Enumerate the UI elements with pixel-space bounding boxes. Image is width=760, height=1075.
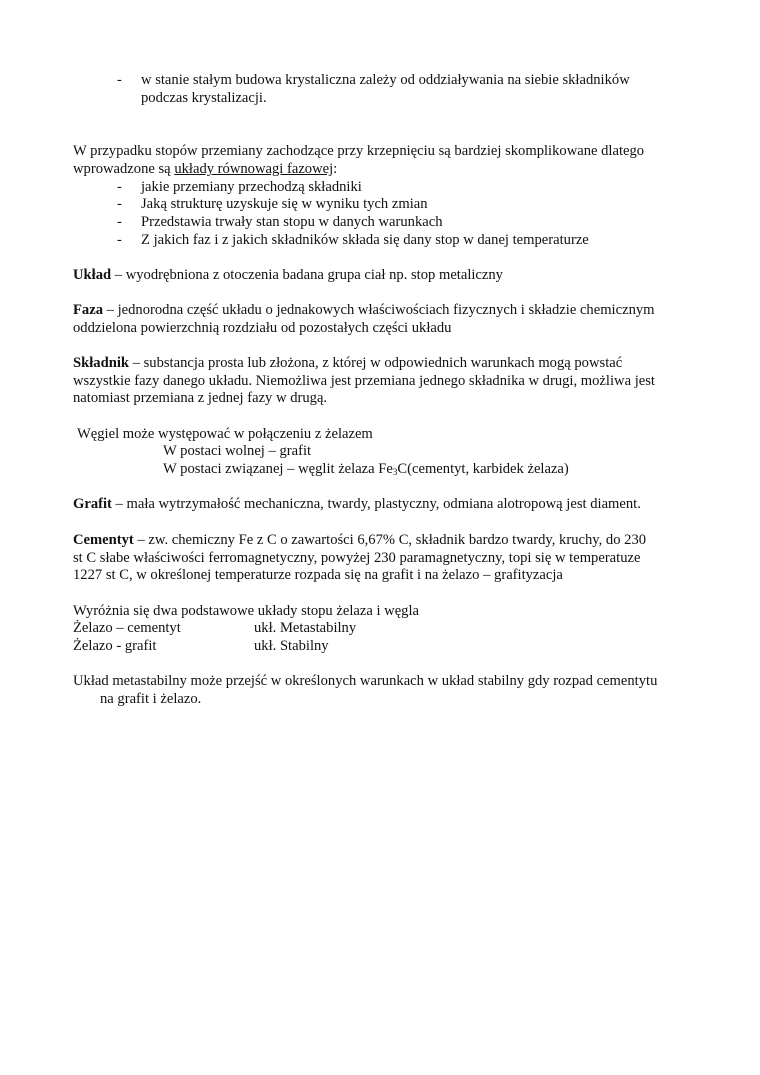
list-dash: - bbox=[117, 72, 122, 88]
list-item: Z jakich faz i z jakich składników składa się dany stop w danej temperaturze bbox=[141, 232, 589, 248]
term-grafit: Grafit bbox=[73, 496, 112, 512]
faza-definition-line-1 bbox=[73, 302, 655, 320]
phase-para-line-2 bbox=[73, 161, 337, 179]
colon: : bbox=[333, 161, 338, 177]
list-item: Jaką strukturę uzyskuje się w wyniku tych zmian bbox=[141, 196, 428, 212]
final-line-2: na grafit i żelazo. bbox=[100, 691, 202, 707]
uklady-row-left: Żelazo – cementyt bbox=[73, 620, 181, 636]
underlined-term: układy równowagi fazowej bbox=[174, 161, 334, 177]
cementyt-definition-line-2: st C słabe właściwości ferromagnetyczny, powyżej 230 paramagnetyczny, topi się w temperatuze bbox=[73, 550, 641, 566]
term-uklad: Układ bbox=[73, 267, 112, 283]
uklad-def-text: – wyodrębniona z otoczenia badana grupa ciał np. stop metaliczny bbox=[111, 267, 503, 283]
list-dash: - bbox=[117, 179, 122, 195]
subscript: 3 bbox=[392, 467, 398, 477]
wegiel-line-1: Węgiel może występować w połączeniu z żelazem bbox=[77, 426, 373, 442]
uklad-definition bbox=[73, 267, 503, 285]
wegiel-line-3-text: W postaci związanej – węglit żelaza Fe bbox=[163, 461, 393, 477]
grafit-def-text: – mała wytrzymałość mechaniczna, twardy, plastyczny, odmiana alotropową jest diament. bbox=[111, 496, 641, 512]
list-dash: - bbox=[117, 214, 122, 230]
faza-definition-line-2: oddzielona powierzchnią rozdziału od pozostałych części układu bbox=[73, 320, 452, 336]
list-dash: - bbox=[117, 232, 122, 248]
wegiel-line-3-rest: C(cementyt, karbidek żelaza) bbox=[397, 461, 569, 477]
uklady-row-right: ukł. Stabilny bbox=[254, 638, 329, 654]
faza-def-text: – jednorodna część układu o jednakowych właściwościach fizycznych i składzie chemicznym bbox=[103, 302, 655, 318]
final-line-1: Układ metastabilny może przejść w określonych warunkach w układ stabilny gdy rozpad cementytu bbox=[73, 673, 658, 689]
term-cementyt: Cementyt bbox=[73, 532, 134, 548]
uklady-row-right: ukł. Metastabilny bbox=[254, 620, 357, 636]
skladnik-definition-line-2: wszystkie fazy danego układu. Niemożliwa jest przemiana jednego składnika w drugi, możliwa jest bbox=[73, 373, 655, 389]
term-faza: Faza bbox=[73, 302, 103, 318]
uklady-intro: Wyróżnia się dwa podstawowe układy stopu żelaza i węgla bbox=[73, 603, 420, 619]
intro-list-line-2: podczas krystalizacji. bbox=[141, 90, 267, 106]
grafit-definition bbox=[73, 496, 641, 514]
list-item: jakie przemiany przechodzą składniki bbox=[141, 179, 362, 195]
cementyt-definition-line-1 bbox=[73, 532, 646, 550]
phase-para-text: wprowadzone są bbox=[73, 161, 175, 177]
skladnik-definition-line-1 bbox=[73, 355, 622, 373]
skladnik-def-text: – substancja prosta lub złożona, z której w odpowiednich warunkach mogą powstać bbox=[129, 355, 623, 371]
skladnik-definition-line-3: natomiast przemiana z jednej fazy w drugą. bbox=[73, 390, 328, 406]
uklady-row-left: Żelazo - grafit bbox=[73, 638, 157, 654]
list-dash: - bbox=[117, 196, 122, 212]
wegiel-line-2: W postaci wolnej – grafit bbox=[163, 443, 312, 459]
cementyt-definition-line-3: 1227 st C, w określonej temperaturze rozpada się na grafit i na żelazo – grafityzacja bbox=[73, 567, 563, 583]
cementyt-def-text: – zw. chemiczny Fe z C o zawartości 6,67% C, składnik bardzo twardy, kruchy, do 230 bbox=[133, 532, 647, 548]
phase-para-line-1: W przypadku stopów przemiany zachodzące przy krzepnięciu są bardziej skomplikowane dlatego bbox=[73, 143, 645, 159]
intro-list-line-1: w stanie stałym budowa krystaliczna zależy od oddziaływania na siebie składników bbox=[141, 72, 630, 88]
wegiel-line-3 bbox=[163, 461, 569, 479]
list-item: Przedstawia trwały stan stopu w danych warunkach bbox=[141, 214, 443, 230]
term-skladnik: Składnik bbox=[73, 355, 129, 371]
